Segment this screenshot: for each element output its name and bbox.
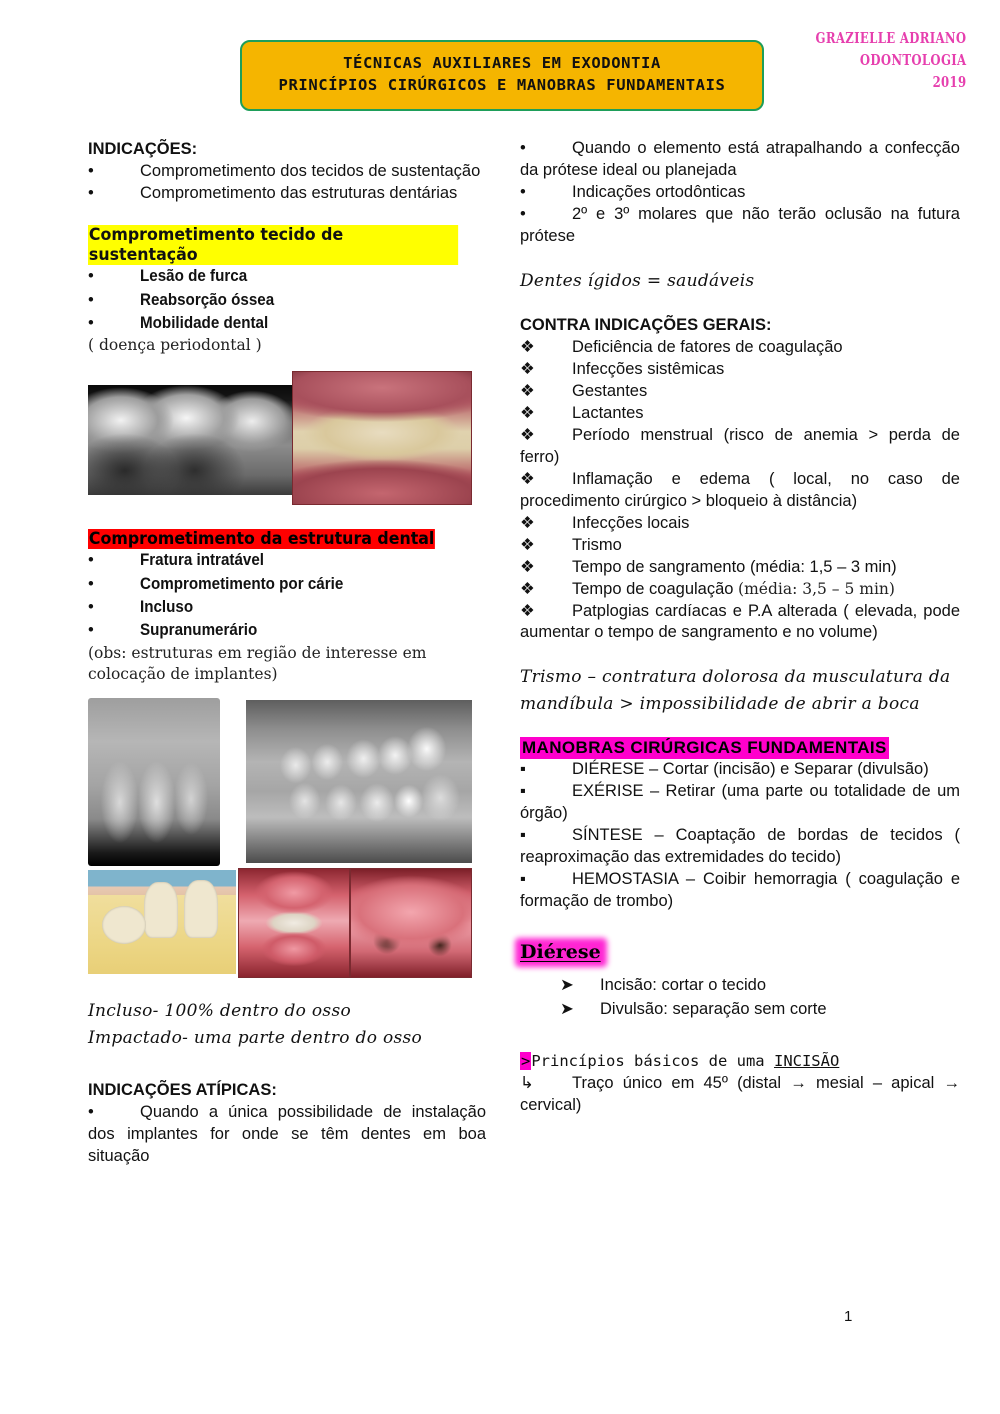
- contra-item: [520, 535, 960, 557]
- estrutura-item-text: Fratura intratável: [140, 551, 265, 570]
- author-year: 2019: [932, 72, 966, 91]
- sustentacao-item-text: Lesão de furca: [140, 267, 248, 286]
- contra-item-text: Trismo: [572, 535, 622, 554]
- dierese-item: [520, 973, 960, 998]
- bullet-dot: •: [88, 290, 94, 309]
- right-top-item-3: [520, 204, 960, 248]
- principios-incisao-line: [520, 1050, 960, 1073]
- impacted-tooth-illustration-image: [88, 870, 236, 974]
- author-course: ODONTOLOGIA: [859, 50, 966, 69]
- diamond-bullet-icon: ❖: [520, 338, 535, 357]
- manobra-item-text: DIÉRESE – Cortar (incisão) e Separar (divulsão): [572, 760, 929, 779]
- contra-item-tempo-coagulacao-serif: (média: 3,5 – 5 min): [738, 579, 895, 598]
- heading-indicacoes: INDICAÇÕES:: [88, 140, 198, 158]
- manobra-item: [520, 825, 960, 869]
- sustentacao-item-text: Reabsorção óssea: [140, 290, 275, 309]
- title-box: [240, 40, 764, 111]
- diamond-bullet-icon: ❖: [520, 557, 535, 576]
- cursive-dentes-igidos: Dentes ígidos = saudáveis: [520, 270, 755, 291]
- contra-item-text: Gestantes: [572, 382, 648, 401]
- title-line-1: TÉCNICAS AUXILIARES EM EXODONTIA: [343, 54, 661, 72]
- heading-atipicas: INDICAÇÕES ATÍPICAS:: [88, 1080, 277, 1099]
- heading-contra-indicacoes: CONTRA INDICAÇÕES GERAIS:: [520, 316, 772, 335]
- contra-item: [520, 513, 960, 535]
- bullet-dot: •: [520, 182, 526, 201]
- heading-manobras-wrap: [520, 737, 960, 759]
- diamond-bullet-icon: ❖: [520, 513, 535, 532]
- panoramic-radiograph-image: [246, 700, 472, 863]
- contra-item-text: Inflamação e edema ( local, no caso de procedimento cirúrgico > bloqueio à distância): [520, 469, 960, 510]
- author-name: GRAZIELLE ADRIANO: [815, 29, 966, 47]
- hook-arrow-icon: ↳: [520, 1074, 534, 1093]
- indicacoes-item-1-text: Comprometimento dos tecidos de sustentação: [140, 162, 481, 181]
- dierese-item-text: Divulsão: separação sem corte: [600, 1000, 827, 1019]
- diamond-bullet-icon: ❖: [520, 535, 535, 554]
- right-column: [520, 138, 960, 1117]
- diamond-bullet-icon: ❖: [520, 426, 535, 445]
- intraoral-photo-image: [292, 371, 472, 505]
- manobra-item-text: HEMOSTASIA – Coibir hemorragia ( coagulação e formação de trombo): [520, 869, 960, 910]
- illustration-tooth: [184, 880, 218, 938]
- manobra-item-text: SÍNTESE – Coaptação de bordas de tecidos ( reaproximação das extremidades do tecido): [520, 825, 960, 866]
- cursive-trismo: Trismo – contratura dolorosa da musculatura da mandíbula > impossibilidade de abrir a boca: [520, 667, 951, 714]
- principios-underlined-text: INCISÃO: [773, 1052, 840, 1071]
- author-block: [815, 28, 966, 93]
- contra-item-text: Infecções locais: [572, 513, 690, 532]
- atipicas-item-text: Quando a única possibilidade de instalação dos implantes for onde se têm dentes em boa situação: [88, 1103, 486, 1165]
- bullet-dot: •: [520, 204, 526, 223]
- right-top-item-3-text: 2º e 3º molares que não terão oclusão na futura prótese: [520, 204, 960, 245]
- heading-estrutura: Comprometimento da estrutura dental: [88, 529, 435, 550]
- illustration-tooth: [144, 882, 178, 938]
- dierese-item-text: Incisão: cortar o tecido: [600, 975, 766, 994]
- diamond-bullet-icon: ❖: [520, 601, 535, 620]
- principios-marker-icon: >: [521, 1052, 531, 1071]
- right-top-item-1: [520, 138, 960, 182]
- heading-estrutura-wrap: [88, 529, 486, 549]
- square-bullet-icon: ▪: [520, 782, 526, 801]
- sustentacao-item-text: Mobilidade dental: [140, 313, 269, 332]
- contra-item-patologias-text: Patplogias cardíacas e P.A alterada ( elevada, pode aumentar o tempo de sangramento e no volume): [520, 601, 960, 642]
- bullet-dot: •: [88, 184, 94, 203]
- estrutura-note: (obs: estruturas em região de interesse em colocação de implantes): [88, 643, 427, 684]
- dierese-label: Diérese: [520, 940, 601, 963]
- bullet-dot: •: [88, 574, 94, 593]
- arrow-bullet-icon: ➤: [560, 1000, 574, 1019]
- right-top-item-2-text: Indicações ortodônticas: [572, 182, 746, 201]
- square-bullet-icon: ▪: [520, 869, 526, 888]
- square-bullet-icon: ▪: [520, 760, 526, 779]
- diamond-bullet-icon: ❖: [520, 382, 535, 401]
- bullet-dot: •: [88, 313, 94, 332]
- contra-item: [520, 381, 960, 403]
- cursive-incluso: Incluso- 100% dentro do osso: [88, 1001, 352, 1022]
- manobra-item: [520, 759, 960, 781]
- indicacoes-item-2-text: Comprometimento das estruturas dentárias: [140, 184, 458, 203]
- contra-item: [520, 425, 960, 469]
- atipicas-item: [88, 1102, 486, 1168]
- contra-item-tempo-coagulacao-text: Tempo de coagulação: [572, 579, 739, 598]
- illustration-impacted-tooth: [102, 906, 146, 944]
- right-top-item-1-text: Quando o elemento está atrapalhando a confecção da prótese ideal ou planejada: [520, 139, 960, 179]
- heading-manobras: MANOBRAS CIRÚRGICAS FUNDAMENTAIS: [522, 738, 887, 758]
- page-number: 1: [844, 1308, 853, 1325]
- bullet-dot: •: [88, 162, 94, 181]
- contra-item-patologias: [520, 601, 960, 645]
- bullet-dot: •: [88, 597, 94, 616]
- bullet-dot: •: [88, 621, 94, 640]
- left-column: [88, 138, 486, 1168]
- page-header: [0, 0, 1000, 120]
- estrutura-item-text: Supranumerário: [140, 621, 258, 640]
- bullet-dot: •: [88, 1103, 94, 1122]
- diamond-bullet-icon: ❖: [520, 469, 535, 488]
- contra-item-text: Período menstrual (risco de anemia > perda de ferro): [520, 426, 960, 466]
- diamond-bullet-icon: ❖: [520, 360, 535, 379]
- contra-item-tempo-sangramento: [520, 557, 960, 579]
- estrutura-item-text: Incluso: [140, 597, 194, 616]
- estrutura-item: [88, 596, 486, 619]
- cursive-impactado: Impactado- uma parte dentro do osso: [88, 1027, 423, 1048]
- title-line-2: PRINCÍPIOS CIRÚRGICOS E MANOBRAS FUNDAMENTAIS: [278, 76, 726, 95]
- sustentacao-note: ( doença periodontal ): [88, 336, 262, 355]
- indicacoes-item-1: [88, 161, 486, 183]
- heading-sustentacao: Comprometimento tecido de sustentação: [88, 225, 458, 265]
- right-top-item-2: [520, 182, 960, 204]
- contra-item-text: Deficiência de fatores de coagulação: [572, 338, 843, 357]
- dierese-badge: [520, 941, 601, 963]
- caries-closeup-photo-image: [350, 868, 472, 978]
- contra-item-text: Lactantes: [572, 404, 644, 423]
- manobra-item: [520, 781, 960, 825]
- image-group-inclusos: [88, 698, 486, 998]
- estrutura-item: [88, 619, 486, 642]
- caries-photo-image: [238, 868, 350, 978]
- dierese-item: [520, 997, 960, 1022]
- heading-sustentacao-wrap: [88, 225, 486, 265]
- estrutura-item: [88, 549, 486, 572]
- manobra-item: [520, 869, 960, 913]
- image-group-periodontal: [88, 371, 486, 521]
- principios-text: Princípios básicos de uma: [531, 1052, 774, 1071]
- diamond-bullet-icon: ❖: [520, 579, 535, 598]
- traco-unico-item: [520, 1073, 960, 1117]
- bullet-dot: •: [88, 267, 94, 286]
- manobra-item-text: EXÉRISE – Retirar (uma parte ou totalidade de um órgão): [520, 782, 960, 822]
- sustentacao-item: [88, 265, 486, 288]
- contra-item: [520, 337, 960, 359]
- indicacoes-item-2: [88, 183, 486, 205]
- bullet-dot: •: [520, 139, 526, 157]
- traco-unico-text: Traço único em 45º (distal → mesial – apical → cervical): [520, 1074, 960, 1115]
- contra-item-tempo-sangramento-text: Tempo de sangramento (média: 1,5 – 3 min): [572, 557, 897, 576]
- contra-item-text: Infecções sistêmicas: [572, 360, 725, 379]
- estrutura-item-text: Comprometimento por cárie: [140, 574, 344, 593]
- periapical-radiograph-image: [88, 385, 293, 495]
- contra-item: [520, 359, 960, 381]
- contra-item-tempo-coagulacao: [520, 579, 960, 601]
- sustentacao-item: [88, 289, 486, 312]
- estrutura-item: [88, 573, 486, 596]
- periapical-upper-radiograph-image: [88, 698, 220, 866]
- arrow-bullet-icon: ➤: [560, 975, 574, 994]
- square-bullet-icon: ▪: [520, 825, 526, 844]
- diamond-bullet-icon: ❖: [520, 404, 535, 423]
- bullet-dot: •: [88, 551, 94, 570]
- contra-item: [520, 469, 960, 513]
- sustentacao-item: [88, 312, 486, 335]
- contra-item: [520, 403, 960, 425]
